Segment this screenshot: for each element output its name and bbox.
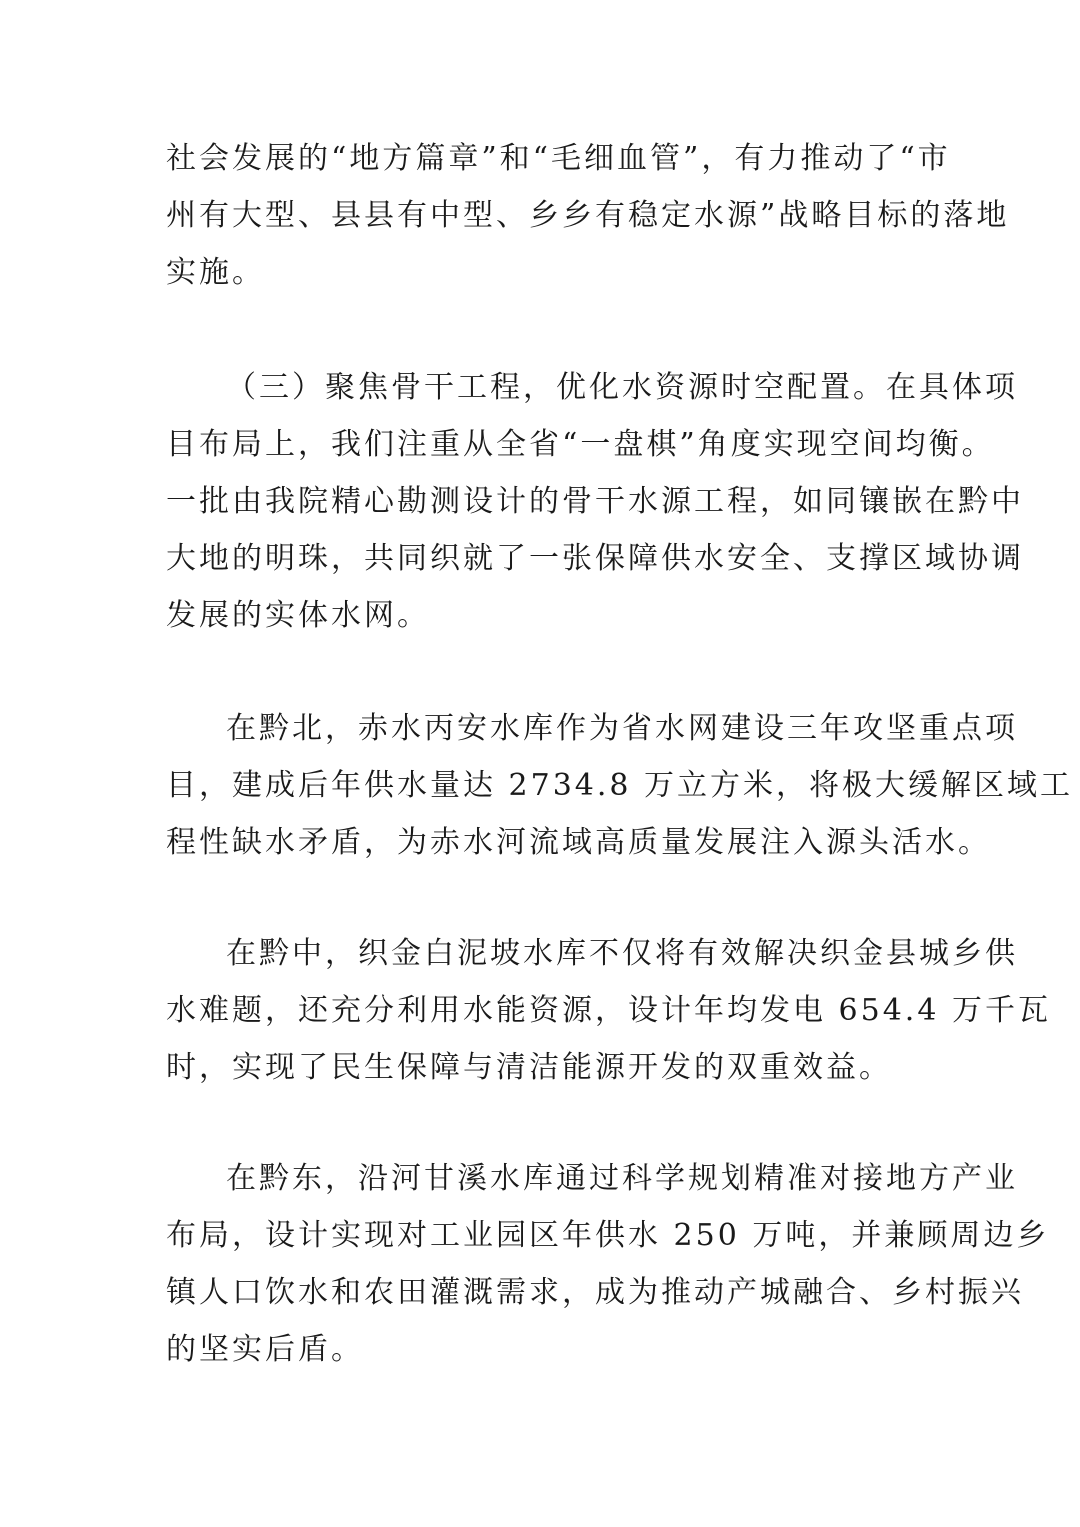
paragraph-qianzhong (166, 925, 1051, 1096)
paragraph-line: 在黔东，沿河甘溪水库通过科学规划精准对接地方产业 (226, 1161, 1018, 1196)
paragraph-line: 水难题，还充分利用水能资源，设计年均发电 654.4 万千瓦 (166, 993, 1051, 1028)
paragraph-line: 在黔北，赤水丙安水库作为省水网建设三年攻坚重点项 (226, 711, 1018, 746)
paragraph-line: 程性缺水矛盾，为赤水河流域高质量发展注入源头活水。 (166, 825, 991, 860)
paragraph-qiandong (166, 1150, 1050, 1378)
paragraph-qianbei (166, 700, 1074, 871)
paragraph-line: 目，建成后年供水量达 2734.8 万立方米，将极大缓解区域工 (166, 768, 1074, 803)
paragraph-line: 目布局上，我们注重从全省“一盘棋”角度实现空间均衡。 (166, 427, 995, 462)
paragraph-line: 镇人口饮水和农田灌溉需求，成为推动产城融合、乡村振兴 (166, 1275, 1024, 1310)
paragraph-section-three (166, 359, 1024, 644)
paragraph-line: 一批由我院精心勘测设计的骨干水源工程，如同镶嵌在黔中 (166, 484, 1024, 519)
paragraph-line: （三）聚焦骨干工程，优化水资源时空配置。在具体项 (226, 370, 1018, 405)
paragraph-line: 州有大型、县县有中型、乡乡有稳定水源”战略目标的落地 (166, 198, 1010, 233)
paragraph-line: 实施。 (166, 255, 265, 290)
paragraph-line: 的坚实后盾。 (166, 1332, 364, 1367)
paragraph-line: 大地的明珠，共同织就了一张保障供水安全、支撑区域协调 (166, 541, 1024, 576)
paragraph-line: 在黔中，织金白泥坡水库不仅将有效解决织金县城乡供 (226, 936, 1018, 971)
paragraph-line: 时，实现了民生保障与清洁能源开发的双重效益。 (166, 1050, 892, 1085)
paragraph-continuation (166, 130, 1010, 301)
paragraph-line: 发展的实体水网。 (166, 598, 430, 633)
paragraph-line: 社会发展的“地方篇章”和“毛细血管”，有力推动了“市 (166, 141, 951, 176)
paragraph-line: 布局，设计实现对工业园区年供水 250 万吨，并兼顾周边乡 (166, 1218, 1050, 1253)
